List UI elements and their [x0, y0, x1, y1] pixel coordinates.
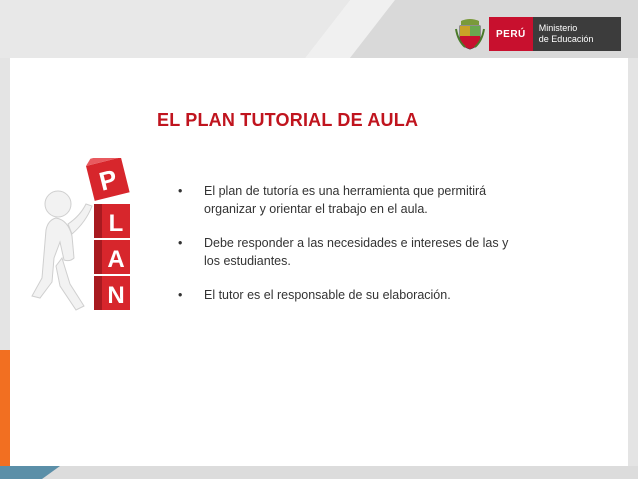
bullet-mark: •: [178, 236, 183, 250]
left-accent-band: [0, 350, 10, 466]
block-p: [85, 158, 136, 201]
ministry-logo: [455, 17, 621, 51]
ministry-line-1: Ministerio: [538, 23, 578, 33]
peru-label: PERÚ: [489, 17, 533, 51]
bullet-text: Debe responder a las necesidades e intereses de las y los estudiantes.: [204, 236, 509, 268]
ministry-label: [533, 17, 621, 51]
block-letter-n: N: [107, 282, 125, 309]
list-item: [178, 286, 523, 304]
list-item: [178, 234, 523, 270]
bullet-mark: •: [178, 184, 183, 198]
plan-blocks-illustration: [26, 158, 146, 318]
block-l: [94, 204, 130, 238]
ministry-line-2: de Educación: [538, 34, 594, 44]
block-letter-a: A: [107, 246, 125, 273]
block-n: [94, 276, 130, 310]
bullet-list: [178, 182, 523, 320]
list-item: [178, 182, 523, 218]
bottom-band: [0, 466, 638, 479]
block-letter-p: P: [96, 163, 121, 197]
block-a: [94, 240, 130, 274]
coat-of-arms-icon: [455, 17, 485, 51]
figure-person-icon: [32, 191, 92, 310]
bullet-text: El plan de tutoría es una herramienta que permitirá organizar y orientar el trabajo en el aula.: [204, 184, 487, 216]
slide-title: EL PLAN TUTORIAL DE AULA: [157, 110, 419, 130]
bullet-mark: •: [178, 288, 183, 302]
block-letter-l: L: [108, 210, 124, 237]
bullet-text: El tutor es el responsable de su elaboración.: [204, 288, 451, 302]
